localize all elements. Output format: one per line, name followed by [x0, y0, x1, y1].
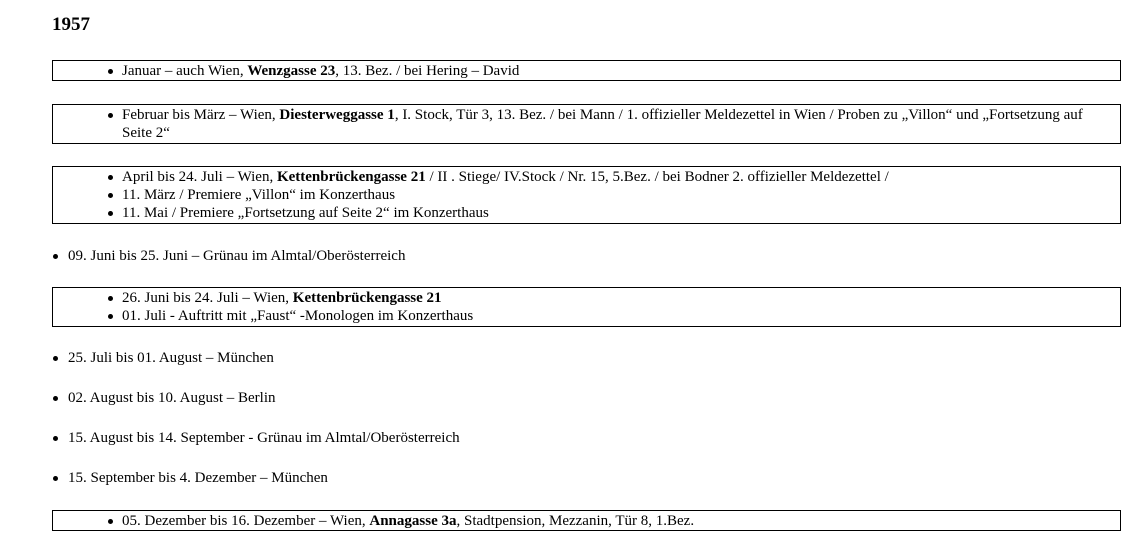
entry-text: / II . Stiege/ IV.Stock / Nr. 15, 5.Bez. / bei Bodner 2. offizieller Meldezettel / [425, 169, 889, 185]
entry-muenchen-juli [0, 349, 1146, 367]
list-item [53, 204, 1120, 222]
entry-text: 02. August bis 10. August – Berlin [68, 390, 276, 406]
entry-box-januar [52, 60, 1121, 81]
entry-berlin [0, 389, 1146, 407]
entry-list [0, 247, 1146, 265]
entry-box-februar [52, 104, 1121, 144]
list-item [53, 307, 1120, 325]
list-item [53, 186, 1120, 204]
entry-box-dezember [52, 510, 1121, 531]
entry-text: 09. Juni bis 25. Juni – Grünau im Almtal/Oberösterreich [68, 248, 406, 264]
list-item [0, 469, 1146, 487]
address-bold: Kettenbrückengasse 21 [292, 290, 442, 306]
entry-text: 11. März / Premiere „Villon“ im Konzerthaus [122, 187, 396, 203]
entry-text: 15. September bis 4. Dezember – München [68, 470, 328, 486]
entry-text: 25. Juli bis 01. August – München [68, 350, 274, 366]
list-item [0, 429, 1146, 447]
address-bold: Kettenbrückengasse 21 [276, 169, 426, 185]
entry-gruenau-juni [0, 247, 1146, 265]
entry-list [0, 389, 1146, 407]
entry-text: 05. Dezember bis 16. Dezember – Wien, [122, 513, 370, 529]
entry-text: , 13. Bez. / bei Hering – David [335, 63, 520, 79]
entry-text: 15. August bis 14. September - Grünau im Almtal/Oberösterreich [68, 430, 460, 446]
entry-text: , I. Stock, Tür 3, 13. Bez. / bei Mann / 1. offizieller Meldezettel in Wien / Proben zu „Villon“ und „Fortsetzung auf Seite 2“ [122, 107, 1083, 141]
page-title: 1957 [52, 14, 90, 35]
entry-text: , Stadtpension, Mezzanin, Tür 8, 1.Bez. [456, 513, 695, 529]
list-item [0, 247, 1146, 265]
entry-list [53, 288, 1120, 325]
entry-list [0, 429, 1146, 447]
entry-list [0, 349, 1146, 367]
entry-text: April bis 24. Juli – Wien, [122, 169, 277, 185]
address-bold: Diesterweggasse 1 [279, 107, 395, 123]
entry-box-april [52, 166, 1121, 224]
list-item [53, 289, 1120, 307]
entry-text: Februar bis März – Wien, [122, 107, 280, 123]
entry-box-juni-juli [52, 287, 1121, 327]
entry-text: 01. Juli - Auftritt mit „Faust“ -Monologen im Konzerthaus [122, 308, 474, 324]
entry-muenchen-september [0, 469, 1146, 487]
list-item [0, 389, 1146, 407]
entry-list [0, 469, 1146, 487]
entry-gruenau-august [0, 429, 1146, 447]
entry-text: 26. Juni bis 24. Juli – Wien, [122, 290, 293, 306]
list-item [53, 512, 1120, 530]
entry-text: Januar – auch Wien, [122, 63, 248, 79]
list-item [0, 349, 1146, 367]
address-bold: Annagasse 3a [369, 513, 457, 529]
entry-text: 11. Mai / Premiere „Fortsetzung auf Seite 2“ im Konzerthaus [122, 205, 489, 221]
entry-list [53, 105, 1120, 142]
list-item [53, 106, 1120, 142]
list-item [53, 168, 1120, 186]
list-item [53, 62, 1120, 80]
entry-list [53, 511, 1120, 530]
address-bold: Wenzgasse 23 [247, 63, 336, 79]
entry-list [53, 61, 1120, 80]
entry-list [53, 167, 1120, 222]
